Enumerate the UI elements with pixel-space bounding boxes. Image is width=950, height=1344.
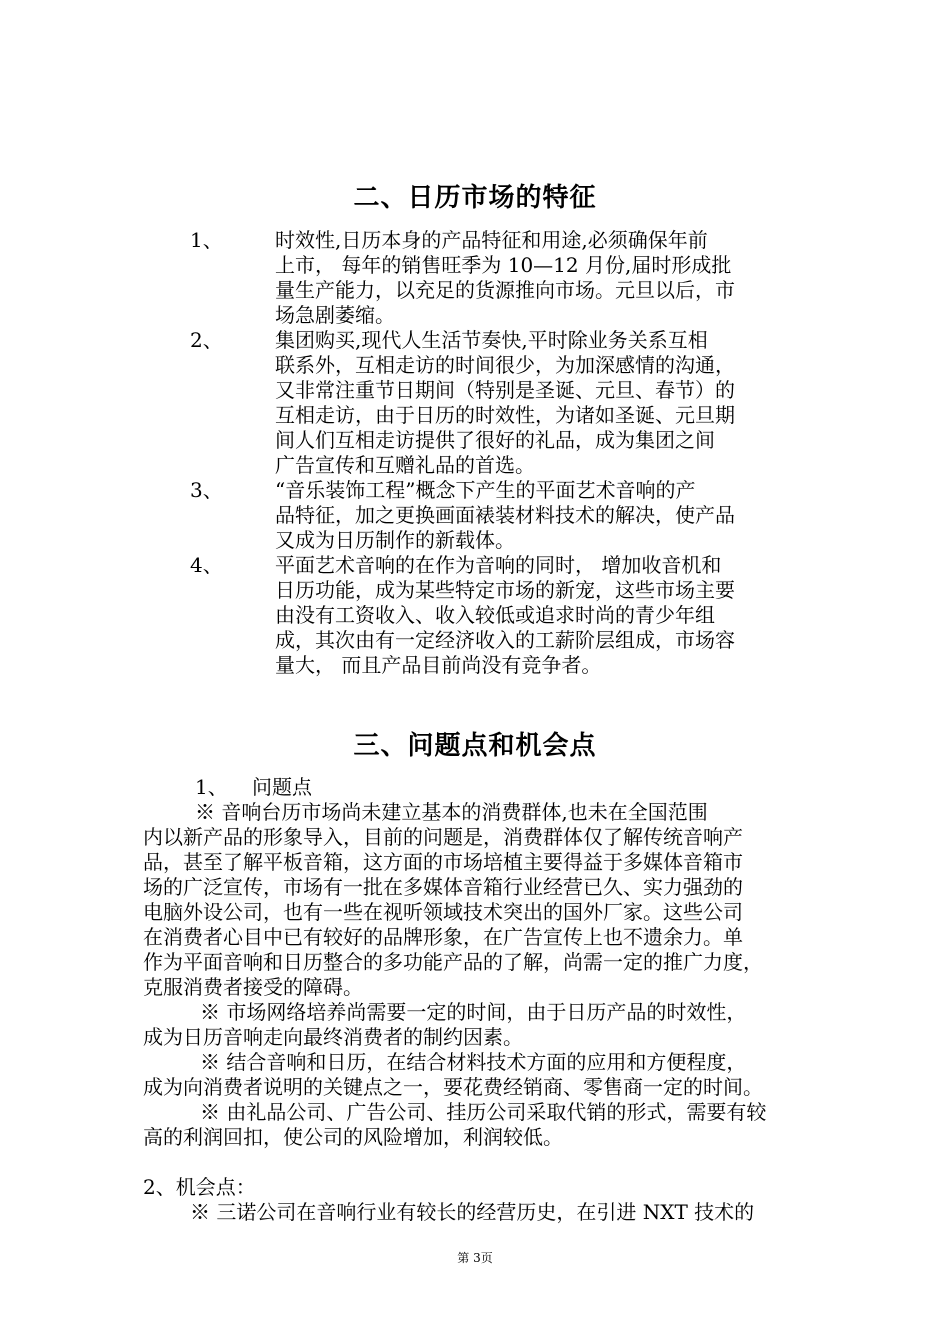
list-item-line: 平面艺术音响的在作为音响的同时， 增加收音机和: [275, 553, 722, 577]
subsection-label: 问题点: [252, 775, 312, 799]
list-item-line: “音乐装饰工程”概念下产生的平面艺术音响的产: [275, 478, 696, 502]
list-item-line: 互相走访，由于日历的时效性，为诸如圣诞、元旦期: [275, 403, 735, 427]
list-number: 3、: [190, 478, 223, 502]
list-item-line: 由没有工资收入、收入较低或追求时尚的青少年组: [275, 603, 715, 627]
list-number: 2、: [190, 328, 223, 352]
paragraph-line: 内以新产品的形象导入，目前的问题是，消费群体仅了解传统音响产: [143, 825, 743, 849]
list-item-line: 日历功能，成为某些特定市场的新宠，这些市场主要: [275, 578, 735, 602]
paragraph-line: ※ 音响台历市场尚未建立基本的消费群体,也未在全国范围: [195, 800, 708, 824]
paragraph-line: 在消费者心目中已有较好的品牌形象，在广告宣传上也不遗余力。单: [143, 925, 743, 949]
list-item-line: 又成为日历制作的新载体。: [275, 528, 515, 552]
list-item-line: 上市， 每年的销售旺季为 10—12 月份,届时形成批: [275, 253, 732, 277]
paragraph-line: 品，甚至了解平板音箱，这方面的市场培植主要得益于多媒体音箱市: [143, 850, 743, 874]
paragraph-line: 成为向消费者说明的关键点之一，要花费经销商、零售商一定的时间。: [143, 1075, 763, 1099]
list-item-line: 间人们互相走访提供了很好的礼品，成为集团之间: [275, 428, 715, 452]
list-item-line: 集团购买,现代人生活节奏快,平时除业务关系互相: [275, 328, 708, 352]
list-item-line: 品特征，加之更换画面裱装材料技术的解决，使产品: [275, 503, 735, 527]
list-item-line: 时效性,日历本身的产品特征和用途,必须确保年前: [275, 228, 708, 252]
subsection-number: 1、: [195, 775, 228, 799]
paragraph-line: ※ 三诺公司在音响行业有较长的经营历史，在引进 NXT 技术的: [190, 1200, 755, 1224]
list-item-line: 量大， 而且产品目前尚没有竞争者。: [275, 653, 602, 677]
section-heading-calendar-market: 二、日历市场的特征: [353, 183, 597, 213]
list-number: 4、: [190, 553, 223, 577]
subsection-opportunity-label: 2、机会点：: [143, 1175, 256, 1199]
paragraph-line: ※ 由礼品公司、广告公司、挂历公司采取代销的形式，需要有较: [200, 1100, 767, 1124]
list-item-line: 广告宣传和互赠礼品的首选。: [275, 453, 535, 477]
list-item-line: 又非常注重节日期间（特别是圣诞、元旦、春节）的: [275, 378, 735, 402]
paragraph-line: 作为平面音响和日历整合的多功能产品的了解，尚需一定的推广力度，: [143, 950, 763, 974]
paragraph-line: ※ 市场网络培养尚需要一定的时间，由于日历产品的时效性，: [200, 1000, 747, 1024]
paragraph-line: 克服消费者接受的障碍。: [143, 975, 363, 999]
paragraph-line: 成为日历音响走向最终消费者的制约因素。: [143, 1025, 523, 1049]
paragraph-line: 高的利润回扣，使公司的风险增加，利润较低。: [143, 1125, 563, 1149]
list-item-line: 场急剧萎缩。: [275, 303, 395, 327]
page-number: 第 3页: [457, 1251, 493, 1265]
list-number: 1、: [190, 228, 223, 252]
paragraph-line: ※ 结合音响和日历，在结合材料技术方面的应用和方便程度，: [200, 1050, 747, 1074]
paragraph-line: 电脑外设公司，也有一些在视听领域技术突出的国外厂家。这些公司: [143, 900, 743, 924]
list-item-line: 联系外，互相走访的时间很少，为加深感情的沟通，: [275, 353, 735, 377]
section-heading-problems-opportunities: 三、问题点和机会点: [353, 731, 597, 761]
list-item-line: 成，其次由有一定经济收入的工薪阶层组成，市场容: [275, 628, 735, 652]
paragraph-line: 场的广泛宣传，市场有一批在多媒体音箱行业经营已久、实力强劲的: [143, 875, 743, 899]
list-item-line: 量生产能力，以充足的货源推向市场。元旦以后，市: [275, 278, 735, 302]
